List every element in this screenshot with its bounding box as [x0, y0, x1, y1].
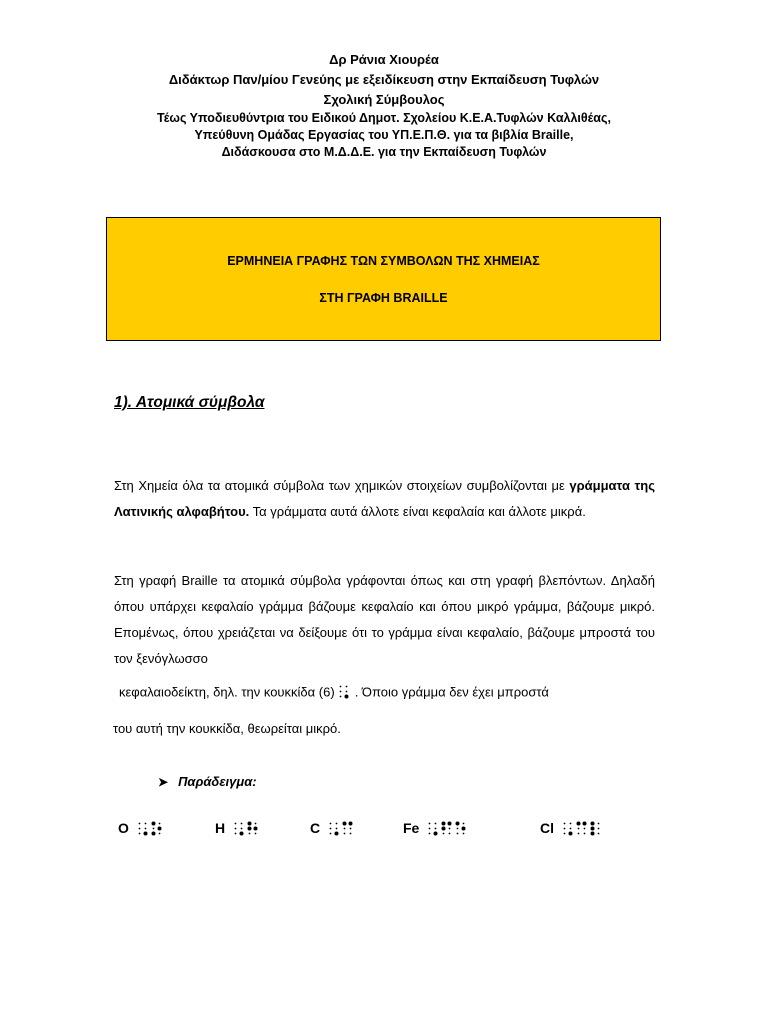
braille-dot-flat	[564, 822, 566, 824]
braille-dot-flat	[330, 832, 332, 834]
braille-dot-raised	[248, 826, 252, 830]
braille-dot-flat	[449, 832, 451, 834]
braille-dot-flat	[235, 827, 237, 829]
braille-dot-flat	[339, 696, 341, 698]
example-heading	[158, 774, 257, 789]
paragraph-3	[119, 684, 549, 702]
author-role: Σχολική Σύμβουλος	[323, 92, 445, 107]
braille-dot-flat	[158, 832, 160, 834]
element-symbol: H	[215, 820, 226, 836]
braille-cell	[233, 821, 244, 836]
braille-dot-raised	[434, 831, 438, 835]
braille-dot-flat	[350, 827, 352, 829]
braille-dot-flat	[235, 822, 237, 824]
paragraph-1	[114, 473, 655, 525]
braille-dot-flat	[345, 691, 347, 693]
braille-dot-flat	[249, 832, 251, 834]
paragraph-3-text-end: . Όποιο γράμμα δεν έχει μπροστά	[354, 684, 549, 700]
braille-dot-raised	[143, 831, 147, 835]
braille-dot-raised	[442, 821, 446, 825]
braille-cell	[590, 821, 601, 836]
braille-dot-flat	[598, 822, 600, 824]
braille-dot-flat	[152, 827, 154, 829]
braille-dot-raised	[157, 826, 161, 830]
braille-dot-flat	[578, 827, 580, 829]
braille-dot-flat	[339, 686, 341, 688]
braille-dot-raised	[254, 826, 258, 830]
example-item	[118, 820, 165, 836]
braille-cell	[562, 821, 573, 836]
braille-dot-flat	[241, 822, 243, 824]
braille-dot-flat	[255, 832, 257, 834]
arrow-bullet-icon: ➤	[158, 775, 169, 789]
braille-dot-flat	[345, 686, 347, 688]
braille-dot-raised	[248, 821, 252, 825]
braille-dot-raised	[335, 831, 339, 835]
paragraph-1-bold: γράμματα της Λατινικής αλφαβήτου.	[114, 478, 655, 519]
paragraph-3-text: κεφαλαιοδείκτη, δηλ. την κουκκίδα (6)	[119, 684, 335, 700]
braille-dot-flat	[144, 827, 146, 829]
braille-dot-flat	[463, 832, 465, 834]
example-item	[403, 820, 469, 836]
braille-dot-raised	[349, 821, 353, 825]
braille-dot-flat	[138, 832, 140, 834]
braille-cell	[455, 821, 466, 836]
braille-dot-raised	[344, 695, 348, 699]
braille-dot-flat	[138, 822, 140, 824]
braille-dot-flat	[138, 827, 140, 829]
braille-dot-raised	[448, 821, 452, 825]
braille-capital-sign	[338, 684, 352, 702]
paragraph-1-text: Στη Χημεία όλα τα ατομικά σύμβολα των χημικών στοιχείων συμβολίζονται με	[114, 478, 570, 493]
braille-dot-flat	[443, 832, 445, 834]
element-symbol: Cl	[540, 820, 554, 836]
braille-dot-flat	[570, 827, 572, 829]
document-header	[0, 50, 768, 161]
braille-dot-flat	[457, 827, 459, 829]
braille-dot-flat	[429, 832, 431, 834]
title-box	[106, 217, 661, 341]
braille-cell	[338, 684, 349, 699]
braille-cell	[342, 821, 353, 836]
braille-dot-raised	[456, 821, 460, 825]
braille-cell	[247, 821, 258, 836]
braille-dot-flat	[339, 691, 341, 693]
braille-dot-flat	[578, 832, 580, 834]
braille-dot-flat	[429, 827, 431, 829]
braille-dot-flat	[564, 827, 566, 829]
braille-cell	[137, 821, 148, 836]
author-credential: Διδάκτωρ Παν/μίου Γενεύης με εξειδίκευση στην Εκπαίδευση Τυφλών	[168, 72, 600, 87]
braille-dot-raised	[583, 821, 587, 825]
braille-cell	[576, 821, 587, 836]
section-heading: 1). Ατομικά σύμβολα	[114, 394, 265, 411]
braille-dot-flat	[330, 827, 332, 829]
braille-dot-flat	[158, 822, 160, 824]
paragraph-1-text-end: Τα γράμματα αυτά άλλοτε είναι κεφαλαία και άλλοτε μικρά.	[249, 504, 586, 519]
braille-cell	[427, 821, 438, 836]
braille-dot-flat	[449, 827, 451, 829]
braille-dot-flat	[570, 822, 572, 824]
braille-dot-flat	[344, 827, 346, 829]
braille-dot-raised	[577, 821, 581, 825]
braille-dot-flat	[255, 822, 257, 824]
braille-dot-flat	[330, 822, 332, 824]
braille-dot-raised	[240, 831, 244, 835]
author-name: Δρ Ράνια Χιουρέα	[329, 52, 439, 67]
braille-cell	[328, 821, 339, 836]
braille-cell	[151, 821, 162, 836]
example-item	[540, 820, 604, 836]
braille-dot-flat	[235, 832, 237, 834]
author-former-role: Τέως Υποδιευθύντρια του Ειδικού Δημοτ. Σχολείου Κ.Ε.Α.Τυφλών Καλλιθέας,	[157, 111, 611, 125]
paragraph-2: Στη γραφή Braille τα ατομικά σύμβολα γράφονται όπως και στη γραφή βλεπόντων. Δηλαδή όπου υπάρχει κεφαλαίο γράμμα βάζουμε κεφαλαίο και όπου μικρό γράμμα, βάζουμε μικρό. Επομένως, όπου χρειάζεται να δείξουμε ότι το γράμμα είναι κεφαλαίο, βάζουμε μπροστά του τον ξενόγλωσσο	[114, 573, 655, 666]
braille-dot-raised	[591, 826, 595, 830]
braille-dot-flat	[144, 822, 146, 824]
braille-dot-raised	[591, 821, 595, 825]
braille-dot-flat	[435, 827, 437, 829]
element-symbol: Fe	[403, 820, 420, 836]
braille-cell	[441, 821, 452, 836]
braille-dot-flat	[429, 822, 431, 824]
braille-dot-flat	[241, 827, 243, 829]
author-team-role: Υπεύθυνη Ομάδας Εργασίας του ΥΠ.Ε.Π.Θ. για τα βιβλία Braille,	[194, 128, 574, 142]
paragraph-4: του αυτή την κουκκίδα, θεωρείται μικρό.	[113, 721, 341, 736]
braille-dot-flat	[584, 827, 586, 829]
braille-dot-flat	[336, 827, 338, 829]
braille-dot-flat	[336, 822, 338, 824]
example-item	[310, 820, 356, 836]
braille-dot-raised	[151, 821, 155, 825]
title-line-1: ΕΡΜΗΝΕΙΑ ΓΡΑΦΗΣ ΤΩΝ ΣΥΜΒΟΛΩΝ ΤΗΣ ΧΗΜΕΙΑΣ	[227, 254, 540, 268]
braille-dot-flat	[463, 822, 465, 824]
example-item	[215, 820, 261, 836]
braille-dot-flat	[598, 827, 600, 829]
braille-dot-raised	[591, 831, 595, 835]
braille-dot-raised	[442, 826, 446, 830]
braille-dot-flat	[344, 832, 346, 834]
braille-dot-flat	[564, 832, 566, 834]
title-line-2: ΣΤΗ ΓΡΑΦΗ BRAILLE	[319, 291, 448, 305]
element-symbol: O	[118, 820, 129, 836]
braille-dot-flat	[350, 832, 352, 834]
braille-dot-raised	[151, 831, 155, 835]
braille-dot-raised	[462, 826, 466, 830]
braille-dot-raised	[569, 831, 573, 835]
braille-dot-raised	[343, 821, 347, 825]
author-teaching-role: Διδάσκουσα στο Μ.Δ.Δ.Ε. για την Εκπαίδευση Τυφλών	[221, 145, 547, 159]
braille-dot-flat	[457, 832, 459, 834]
example-heading-label: Παράδειγμα:	[178, 774, 257, 789]
braille-dot-flat	[435, 822, 437, 824]
element-symbol: C	[310, 820, 321, 836]
braille-dot-flat	[584, 832, 586, 834]
braille-dot-flat	[598, 832, 600, 834]
